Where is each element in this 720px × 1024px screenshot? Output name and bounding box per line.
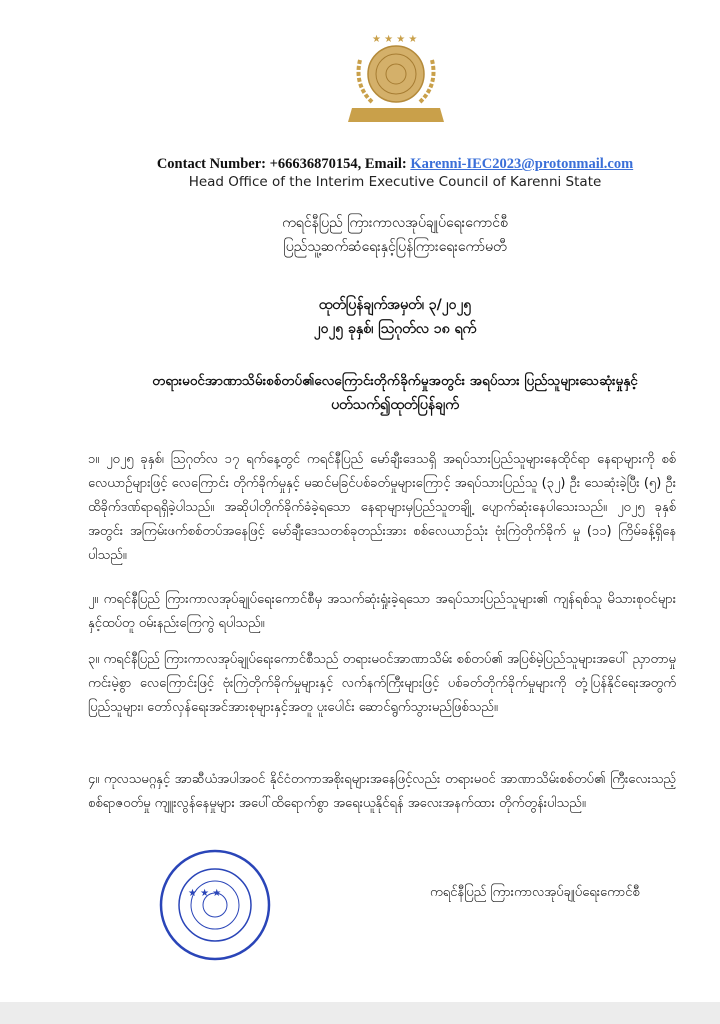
statement-title-line1: တရားမဝင်အာဏာသိမ်းစစ်တပ်၏လေကြောင်းတိုက်ခိုက်မှုအတွင်း အရပ်သား ပြည်သူများသေဆုံးမှုနှင့် xyxy=(152,373,638,389)
paragraph-4: ၄။ ကုလသမဂ္ဂနှင့် အာဆီယံအပါအဝင် နိုင်ငံတကာအစိုးရများအနေဖြင့်လည်း တရားမဝင် အာဏာသိမ်းစစ်တပ်၏ ကြီးလေးသည့် စစ်ရာဇဝတ်မှု ကျူးလွန်နေမှုများ အပေါ်ထိရောက်စွာ အရေးယူနိုင်ရန် အလေးအနက်ထား တိုက်တွန်းပါသည်။ xyxy=(88,772,676,811)
contact-line xyxy=(0,156,720,173)
signature-line: ကရင်နီပြည် ကြားကာလအုပ်ချုပ်ရေးကောင်စီ xyxy=(430,885,640,900)
statement-number: ထုတ်ပြန်ချက်အမှတ်၊ ၃/၂၀၂၅ xyxy=(318,297,472,313)
paragraph-1: ၁။ ၂၀၂၅ ခုနှစ်၊ ဩဂုတ်လ ၁၇ ရက်နေ့တွင် ကရင်နီပြည် မော်ချီးဒေသရှိ အရပ်သားပြည်သူများနေထိုင်ရာ နေရာများကို စစ်လေယာဉ်များဖြင့် လေကြောင်း တိုက်ခိုက်မှုနှင့် မဆင်မခြင်ပစ်ခတ်မှုများကြောင့် အရပ်သားပြည်သူ (၃၂) ဦး သေဆုံးခဲ့ပြီး (၅) ဦး ထိခိုက်ဒဏ်ရာရရှိခဲ့ပါသည်။ အဆိုပါတိုက်ခိုက်ခံခဲ့ရသော နေရာများမှပြည်သူတချို့ ပျောက်ဆုံးနေပါသေးသည်။ ၂၀၂၅ ခုနှစ်အတွင်း အကြမ်းဖက်စစ်တပ်အနေဖြင့် မော်ချီးဒေသတစ်ခုတည်းအား စစ်လေယာဉ်သုံး ဗုံးကြဲတိုက်ခိုက် မှု (၁၁) ကြိမ်ခန့်ရှိနေပါသည်။ xyxy=(88,452,676,563)
statement-date: ၂၀၂၅ ခုနှစ်၊ ဩဂုတ်လ ၁၈ ရက် xyxy=(313,321,477,337)
council-seal xyxy=(158,848,273,963)
council-logo xyxy=(346,30,446,125)
bottom-margin xyxy=(0,1002,720,1024)
issuer-name: ကရင်နီပြည် ကြားကာလအုပ်ချုပ်ရေးကောင်စီ xyxy=(282,215,508,231)
svg-text:★ ★ ★ ★: ★ ★ ★ ★ xyxy=(372,34,418,45)
svg-text:★ ★ ★: ★ ★ ★ xyxy=(188,888,222,899)
email-link[interactable]: Karenni-IEC2023@protonmail.com xyxy=(410,156,634,172)
issuer-committee: ပြည်သူ့ဆက်ဆံရေးနှင့်ပြန်ကြားရေးကော်မတီ xyxy=(283,239,507,255)
contact-number: Contact Number: +66636870154, Email: xyxy=(156,156,411,172)
head-office-line: Head Office of the Interim Executive Council of Karenni State xyxy=(188,174,602,190)
statement-title-line2: ပတ်သက်၍ထုတ်ပြန်ချက် xyxy=(331,397,459,413)
paragraph-3: ၃။ ကရင်နီပြည် ကြားကာလအုပ်ချုပ်ရေးကောင်စီသည် တရားမဝင်အာဏာသိမ်း စစ်တပ်၏ အပြစ်မဲ့ပြည်သူများအပေါ် ညှာတာမှုကင်းမဲ့စွာ လေကြောင်းဖြင့် ဗုံးကြဲတိုက်ခိုက်မှုများနှင့် လက်နက်ကြီးများဖြင့် ပစ်ခတ်တိုက်ခိုက်မှုများကို တုံ့ပြန်နိုင်ရေးအတွက် ပြည်သူများ၊ တော်လှန်ရေးအင်အားစုများနှင့်အတူ ပူးပေါင်း ဆောင်ရွက်သွားမည်ဖြစ်သည်။ xyxy=(88,652,676,715)
paragraph-2: ၂။ ကရင်နီပြည် ကြားကာလအုပ်ချုပ်ရေးကောင်စီမှ အသက်ဆုံးရှုံးခဲ့ရသော အရပ်သားပြည်သူများ၏ ကျန်ရစ်သူ မိသားစုဝင်များနှင့်ထပ်တူ ဝမ်းနည်းကြေကွဲ ရပါသည်။ xyxy=(88,592,676,631)
